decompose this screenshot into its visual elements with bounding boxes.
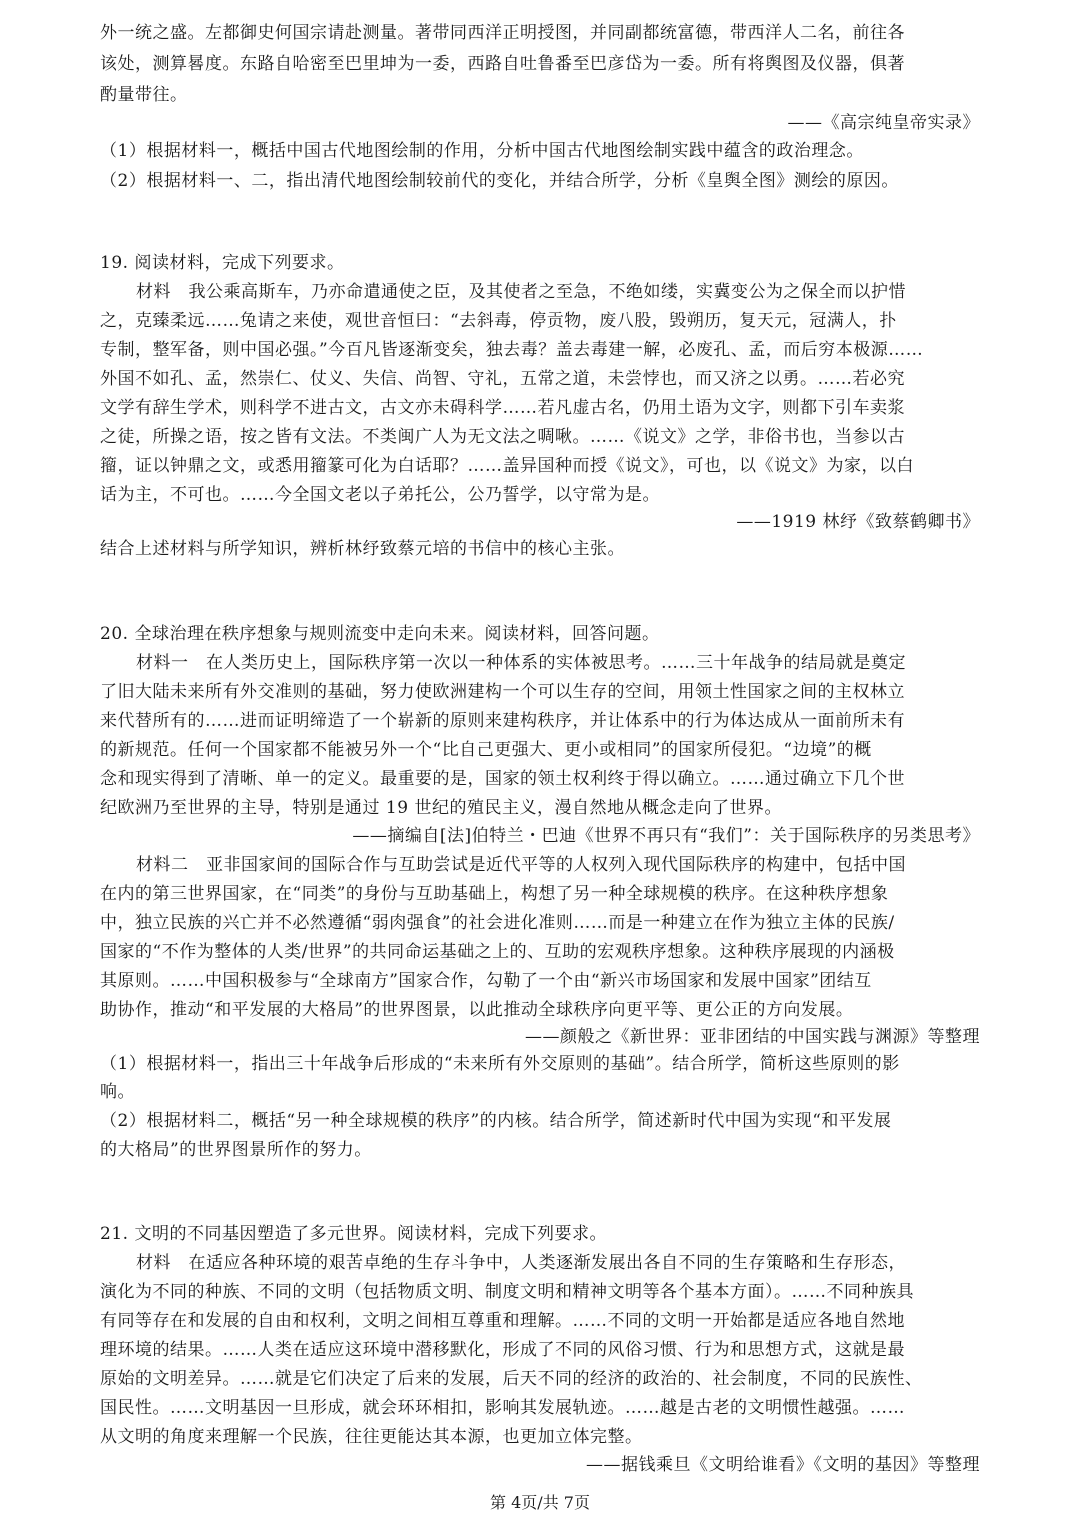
- q19-material-line: 之，克臻柔远……兔请之来使，观世音恒曰：“去斜毒，停贡物，废八股，毁朔历，复天元，冠满人，扑: [100, 311, 897, 331]
- q20-title: 20. 全球治理在秩序想象与规则流变中走向未来。阅读材料，回答问题。: [100, 624, 660, 644]
- q20-material1-line: 材料一 在人类历史上，国际秩序第一次以一种体系的实体被思考。……三十年战争的结局就是奠定: [136, 653, 906, 673]
- q20-material2-line: 材料二 亚非国家间的国际合作与互助尝试是近代平等的人权列入现代国际秩序的构建中，包括中国: [136, 855, 906, 875]
- q18-question-2: （2）根据材料一、二，指出清代地图绘制较前代的变化，并结合所学，分析《皇舆全图》测绘的原因。: [100, 171, 899, 191]
- q21-material-line: 演化为不同的种族、不同的文明（包括物质文明、制度文明和精神文明等各个基本方面）。……不同种族具: [100, 1282, 914, 1302]
- q21-material-line: 材料 在适应各种环境的艰苦卓绝的生存斗争中，人类逐渐发展出各自不同的生存策略和生存形态，: [136, 1253, 906, 1273]
- q19-title: 19. 阅读材料，完成下列要求。: [100, 253, 345, 273]
- q20-question-1: 响。: [100, 1082, 135, 1102]
- q20-material2-line: 中，独立民族的兴亡并不必然遵循“弱肉强食”的社会进化准则……而是一种建立在作为独立主体的民族/: [100, 913, 895, 933]
- q19-material-line: 文学有辞生学术，则科学不进古文，古文亦未碍科学……若凡虚古名，仍用土语为文字，则都下引车卖浆: [100, 398, 905, 418]
- q18-material-line: 该处，测算晷度。东路自哈密至巴里坤为一委，西路自吐鲁番至巴彦岱为一委。所有将舆图及仪器，俱著: [100, 54, 905, 74]
- q19-material-source: ——1919 林纾《致蔡鹤卿书》: [736, 512, 980, 532]
- q20-material1-line: 念和现实得到了清晰、单一的定义。最重要的是，国家的领土权利终于得以确立。……通过确立下几个世: [100, 769, 905, 789]
- q20-material2-line: 在内的第三世界国家，在“同类”的身份与互助基础上，构想了另一种全球规模的秩序。在这种秩序想象: [100, 884, 889, 904]
- q20-question-2: （2）根据材料二，概括“另一种全球规模的秩序”的内核。结合所学，简述新时代中国为实现“和平发展: [100, 1111, 892, 1131]
- q20-material1-source: ——摘编自[法]伯特兰・巴迪《世界不再只有“我们”：关于国际秩序的另类思考》: [352, 826, 980, 846]
- q18-material-line: 酌量带往。: [100, 85, 188, 105]
- page-number: 第 4页/共 7页: [490, 1493, 590, 1512]
- q21-material-line: 从文明的角度来理解一个民族，往往更能达其本源，也更加立体完整。: [100, 1427, 643, 1447]
- q18-material-line: 外一统之盛。左都御史何国宗请赴测量。著带同西洋正明授图，并同副都统富德，带西洋人二名，前往各: [100, 23, 905, 43]
- q20-material1-line: 来代替所有的……进而证明缔造了一个崭新的原则来建构秩序，并让体系中的行为体达成从一面前所未有: [100, 711, 905, 731]
- q19-material-line: 专制，整军备，则中国必强。”今百凡皆逐渐变矣，独去毒？盖去毒建一解，必废孔、孟，而后穷本极源……: [100, 340, 924, 360]
- q21-material-line: 理环境的结果。……人类在适应这环境中潜移默化，形成了不同的风俗习惯、行为和思想方式，这就是最: [100, 1340, 905, 1360]
- q20-material2-line: 其原则。……中国积极参与“全球南方”国家合作，勾勒了一个由“新兴市场国家和发展中国家”团结互: [100, 971, 872, 991]
- q20-material2-line: 助协作，推动“和平发展的大格局”的世界图景，以此推动全球秩序向更平等、更公正的方向发展。: [100, 1000, 854, 1020]
- q20-material2-line: 国家的“不作为整体的人类/世界”的共同命运基础之上的、互助的宏观秩序想象。这种秩序展现的内涵极: [100, 942, 895, 962]
- q19-material-line: 外国不如孔、孟，然崇仁、仗义、失信、尚智、守礼，五常之道，未尝悖也，而又济之以勇。……若必究: [100, 369, 905, 389]
- q19-material-line: 籀，证以钟鼎之文，或悉用籀篆可化为白话耶？……盖异国种而授《说文》，可也，以《说文》为家，以白: [100, 456, 914, 476]
- q20-question-1: （1）根据材料一，指出三十年战争后形成的“未来所有外交原则的基础”。结合所学，简析这些原则的影: [100, 1054, 900, 1074]
- q21-material-line: 国民性。……文明基因一旦形成，就会环环相扣，影响其发展轨迹。……越是古老的文明惯性越强。……: [100, 1398, 905, 1418]
- q19-question: 结合上述材料与所学知识，辨析林纾致蔡元培的书信中的核心主张。: [100, 539, 625, 559]
- q21-material-source: ——据钱乘旦《文明给谁看》《文明的基因》等整理: [586, 1455, 980, 1475]
- q18-material-source: ——《高宗纯皇帝实录》: [787, 113, 980, 133]
- q21-material-line: 原始的文明差异。……就是它们决定了后来的发展，后天不同的经济的政治的、社会制度，不同的民族性、: [100, 1369, 923, 1389]
- q19-material-line: 材料 我公乘高斯车，乃亦命遣通使之臣，及其使者之至急，不绝如缕，实冀变公为之保全而以护惜: [136, 282, 906, 302]
- q20-question-2: 的大格局”的世界图景所作的努力。: [100, 1140, 372, 1160]
- q20-material1-line: 了旧大陆未来所有外交准则的基础，努力使欧洲建构一个可以生存的空间，用领土性国家之间的主权林立: [100, 682, 905, 702]
- q19-material-line: 之徒，所操之语，按之皆有文法。不类闽广人为无文法之啁啾。……《说文》之学，非俗书也，当参以古: [100, 427, 905, 447]
- q21-title: 21. 文明的不同基因塑造了多元世界。阅读材料，完成下列要求。: [100, 1224, 607, 1244]
- q20-material1-line: 的新规范。任何一个国家都不能被另外一个“比自己更强大、更小或相同”的国家所侵犯。“边境”的概: [100, 740, 872, 760]
- q21-material-line: 有同等存在和发展的自由和权利，文明之间相互尊重和理解。……不同的文明一开始都是适应各地自然地: [100, 1311, 905, 1331]
- q19-material-line: 话为主，不可也。……今全国文老以子弟托公，公乃誓学，以守常为是。: [100, 485, 660, 505]
- q18-question-1: （1）根据材料一，概括中国古代地图绘制的作用，分析中国古代地图绘制实践中蕴含的政治理念。: [100, 141, 864, 161]
- q20-material1-line: 纪欧洲乃至世界的主导，特别是通过 19 世纪的殖民主义，漫自然地从概念走向了世界。: [100, 798, 782, 818]
- q20-material2-source: ——颜般之《新世界：亚非团结的中国实践与渊源》等整理: [525, 1027, 980, 1047]
